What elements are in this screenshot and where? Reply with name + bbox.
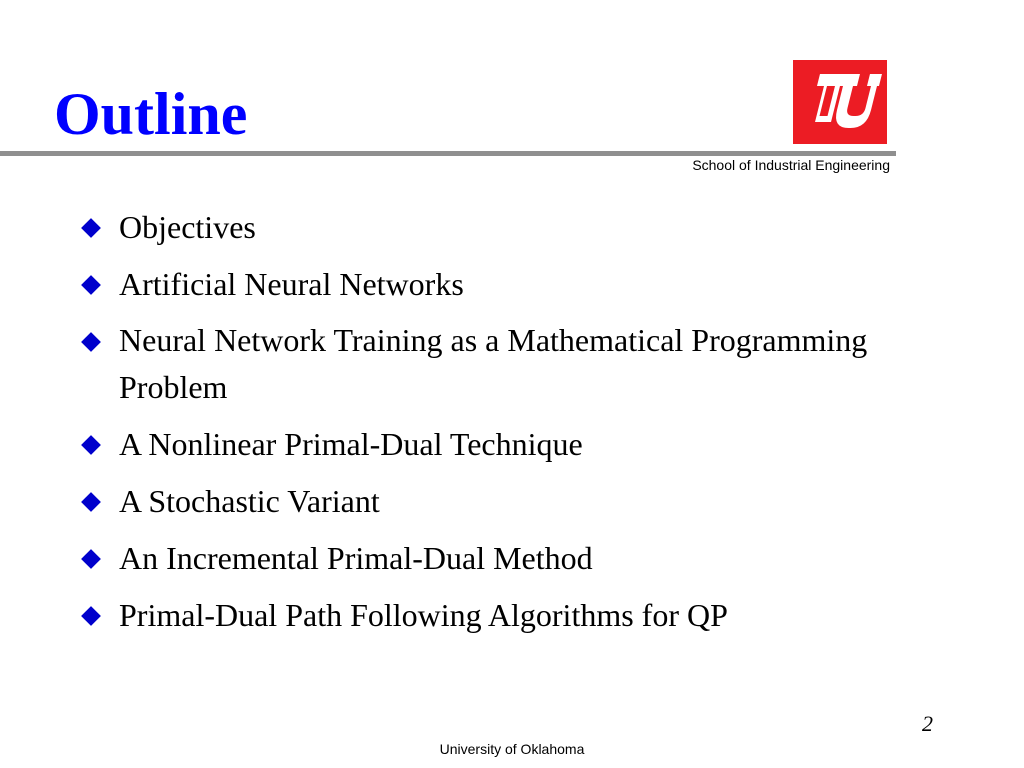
- list-item: [78, 534, 938, 582]
- bullet-text: Neural Network Training as a Mathematical Programming Problem: [119, 322, 868, 405]
- ou-monogram-icon: [793, 60, 887, 144]
- bullet-text: An Incremental Primal-Dual Method: [119, 540, 593, 576]
- list-item: [78, 317, 938, 411]
- school-name: School of Industrial Engineering: [692, 157, 890, 173]
- bullet-list: [78, 203, 938, 648]
- bullet-text: Primal-Dual Path Following Algorithms for QP: [119, 597, 728, 633]
- diamond-bullet-icon: [81, 606, 101, 626]
- bullet-text: Objectives: [119, 209, 256, 245]
- bullet-text: Artificial Neural Networks: [119, 266, 464, 302]
- diamond-bullet-icon: [81, 435, 101, 455]
- list-item: [78, 260, 938, 308]
- bullet-text: A Stochastic Variant: [119, 483, 380, 519]
- page-number: 2: [922, 711, 933, 736]
- diamond-bullet-icon: [81, 275, 101, 295]
- list-item: [78, 591, 938, 639]
- list-item: [78, 420, 938, 468]
- diamond-bullet-icon: [81, 218, 101, 238]
- diamond-bullet-icon: [81, 492, 101, 512]
- list-item: [78, 203, 938, 251]
- list-item: [78, 477, 938, 525]
- bullet-text: A Nonlinear Primal-Dual Technique: [119, 426, 583, 462]
- logo: [793, 60, 887, 144]
- slide-title: Outline: [54, 81, 248, 147]
- diamond-bullet-icon: [81, 332, 101, 352]
- diamond-bullet-icon: [81, 549, 101, 569]
- footer-text: University of Oklahoma: [439, 741, 585, 757]
